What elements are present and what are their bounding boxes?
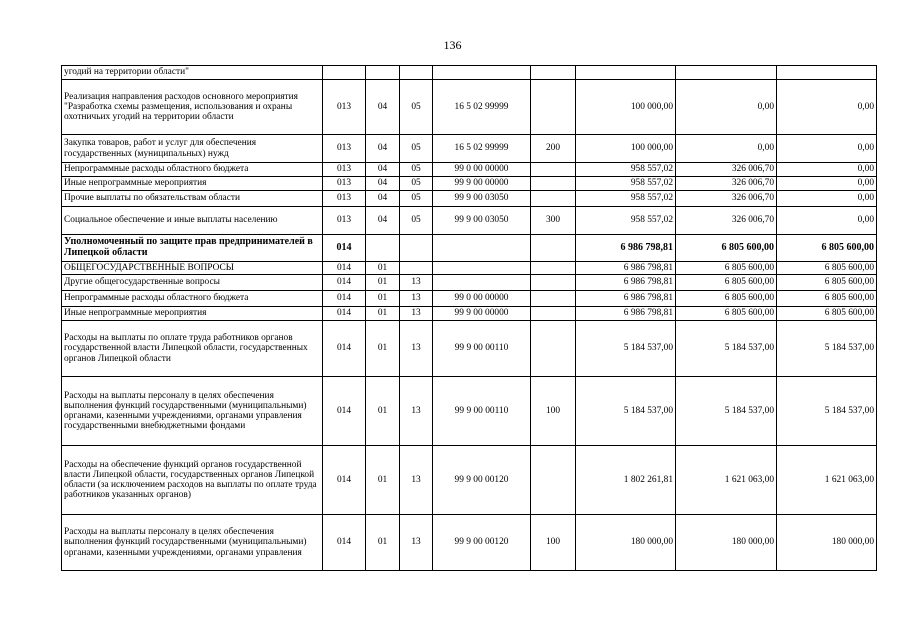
cell-sum-year-2: 5 184 537,00 (676, 377, 777, 446)
page-number: 136 (443, 38, 462, 52)
table-row (62, 446, 877, 515)
cell-target-article: 99 9 00 00000 (433, 177, 531, 191)
cell-sum-year-2: 326 006,70 (676, 163, 777, 177)
cell-target-article: 99 9 00 00120 (433, 446, 531, 515)
cell-expense-type (531, 446, 576, 515)
cell-sum-year-3: 5 184 537,00 (777, 377, 877, 446)
cell-name: Непрограммные расходы областного бюджета (62, 163, 323, 177)
cell-section: 04 (366, 163, 400, 177)
cell-expense-type (531, 321, 576, 377)
cell-sum-year-1: 6 986 798,81 (576, 275, 676, 291)
cell-sum-year-3: 0,00 (777, 80, 877, 135)
cell-sum-year-3: 6 805 600,00 (777, 291, 877, 307)
cell-target-article: 99 9 00 03050 (433, 191, 531, 207)
cell-name: Расходы на выплаты по оплате труда работников органов государственной власти Липецкой области, государственных органов Липецкой области (62, 321, 323, 377)
cell-grbs: 014 (323, 275, 366, 291)
cell-name: Расходы на выплаты персоналу в целях обеспечения выполнения функций государственными (муниципальными) органами, казенными учреждениями, органами управления (62, 515, 323, 571)
table-row (62, 177, 877, 191)
cell-sum-year-3: 5 184 537,00 (777, 321, 877, 377)
cell-section: 01 (366, 307, 400, 321)
cell-sum-year-2 (676, 66, 777, 80)
cell-grbs: 014 (323, 321, 366, 377)
cell-sum-year-2: 6 805 600,00 (676, 307, 777, 321)
cell-name: Социальное обеспечение и иные выплаты населению (62, 207, 323, 235)
cell-grbs: 014 (323, 291, 366, 307)
cell-expense-type (531, 163, 576, 177)
cell-sum-year-1: 6 986 798,81 (576, 235, 676, 262)
cell-name: ОБЩЕГОСУДАРСТВЕННЫЕ ВОПРОСЫ (62, 262, 323, 275)
cell-expense-type (531, 66, 576, 80)
cell-target-article (433, 275, 531, 291)
cell-sum-year-2: 326 006,70 (676, 191, 777, 207)
cell-section (366, 235, 400, 262)
table-row (62, 262, 877, 275)
cell-expense-type: 200 (531, 135, 576, 163)
cell-section: 04 (366, 135, 400, 163)
cell-section: 04 (366, 191, 400, 207)
cell-subsection: 13 (400, 515, 433, 571)
cell-subsection: 05 (400, 207, 433, 235)
cell-sum-year-1: 100 000,00 (576, 80, 676, 135)
cell-grbs: 013 (323, 207, 366, 235)
budget-table (61, 65, 877, 571)
cell-grbs: 013 (323, 177, 366, 191)
cell-grbs: 014 (323, 515, 366, 571)
cell-grbs: 014 (323, 446, 366, 515)
cell-name: угодий на территории области" (62, 66, 323, 80)
cell-sum-year-1: 6 986 798,81 (576, 307, 676, 321)
cell-subsection: 13 (400, 275, 433, 291)
table-row (62, 321, 877, 377)
cell-target-article (433, 235, 531, 262)
cell-subsection: 05 (400, 80, 433, 135)
cell-sum-year-1: 6 986 798,81 (576, 262, 676, 275)
cell-target-article: 99 9 00 00120 (433, 515, 531, 571)
cell-sum-year-3: 6 805 600,00 (777, 275, 877, 291)
cell-sum-year-1: 958 557,02 (576, 177, 676, 191)
table-row (62, 163, 877, 177)
table-row (62, 207, 877, 235)
cell-sum-year-2: 326 006,70 (676, 207, 777, 235)
table-row (62, 307, 877, 321)
table-row (62, 80, 877, 135)
cell-expense-type (531, 275, 576, 291)
cell-sum-year-3: 0,00 (777, 135, 877, 163)
cell-grbs: 013 (323, 80, 366, 135)
cell-subsection: 13 (400, 446, 433, 515)
cell-subsection: 05 (400, 163, 433, 177)
cell-section: 04 (366, 80, 400, 135)
cell-grbs: 014 (323, 377, 366, 446)
cell-sum-year-3: 6 805 600,00 (777, 262, 877, 275)
cell-sum-year-2: 0,00 (676, 80, 777, 135)
cell-target-article: 99 0 00 00000 (433, 163, 531, 177)
cell-sum-year-1: 180 000,00 (576, 515, 676, 571)
cell-name: Расходы на обеспечение функций органов государственной власти Липецкой области, государственных органов Липецкой области (за исключением расходов на выплаты по оплате труда работников указанных органов) (62, 446, 323, 515)
cell-sum-year-3: 0,00 (777, 191, 877, 207)
cell-name: Уполномоченный по защите прав предпринимателей в Липецкой области (62, 235, 323, 262)
cell-section (366, 66, 400, 80)
cell-sum-year-3: 0,00 (777, 163, 877, 177)
cell-sum-year-3: 6 805 600,00 (777, 235, 877, 262)
cell-subsection: 05 (400, 177, 433, 191)
cell-grbs: 013 (323, 163, 366, 177)
cell-section: 04 (366, 207, 400, 235)
cell-sum-year-2: 0,00 (676, 135, 777, 163)
cell-name: Прочие выплаты по обязательствам области (62, 191, 323, 207)
cell-sum-year-2: 6 805 600,00 (676, 291, 777, 307)
cell-name: Расходы на выплаты персоналу в целях обеспечения выполнения функций государственными (муниципальными) органами, казенными учреждениями, органами управления государственными внебюджетными фондами (62, 377, 323, 446)
cell-sum-year-1: 6 986 798,81 (576, 291, 676, 307)
cell-grbs (323, 66, 366, 80)
cell-subsection: 05 (400, 135, 433, 163)
cell-sum-year-3: 0,00 (777, 177, 877, 191)
cell-expense-type (531, 177, 576, 191)
cell-sum-year-1: 958 557,02 (576, 163, 676, 177)
cell-section: 01 (366, 262, 400, 275)
cell-name: Закупка товаров, работ и услуг для обеспечения государственных (муниципальных) нужд (62, 135, 323, 163)
cell-sum-year-3: 0,00 (777, 207, 877, 235)
cell-sum-year-2: 6 805 600,00 (676, 275, 777, 291)
cell-sum-year-1 (576, 66, 676, 80)
cell-grbs: 013 (323, 191, 366, 207)
cell-expense-type: 100 (531, 377, 576, 446)
cell-sum-year-1: 5 184 537,00 (576, 321, 676, 377)
cell-subsection (400, 235, 433, 262)
cell-sum-year-3: 1 621 063,00 (777, 446, 877, 515)
cell-section: 01 (366, 291, 400, 307)
cell-expense-type (531, 80, 576, 135)
cell-sum-year-3 (777, 66, 877, 80)
cell-sum-year-1: 5 184 537,00 (576, 377, 676, 446)
cell-subsection: 13 (400, 321, 433, 377)
cell-expense-type (531, 291, 576, 307)
table-row (62, 275, 877, 291)
cell-target-article (433, 262, 531, 275)
cell-name: Иные непрограммные мероприятия (62, 307, 323, 321)
cell-sum-year-1: 958 557,02 (576, 207, 676, 235)
cell-target-article: 99 9 00 00110 (433, 377, 531, 446)
cell-target-article: 16 5 02 99999 (433, 80, 531, 135)
cell-expense-type: 300 (531, 207, 576, 235)
cell-grbs: 014 (323, 235, 366, 262)
cell-name: Непрограммные расходы областного бюджета (62, 291, 323, 307)
cell-sum-year-3: 180 000,00 (777, 515, 877, 571)
cell-section: 04 (366, 177, 400, 191)
cell-expense-type (531, 235, 576, 262)
cell-grbs: 014 (323, 307, 366, 321)
table-row (62, 66, 877, 80)
cell-subsection (400, 66, 433, 80)
table-row (62, 515, 877, 571)
cell-section: 01 (366, 321, 400, 377)
cell-sum-year-2: 6 805 600,00 (676, 235, 777, 262)
cell-sum-year-1: 958 557,02 (576, 191, 676, 207)
cell-target-article: 99 9 00 00000 (433, 307, 531, 321)
cell-target-article (433, 66, 531, 80)
cell-expense-type (531, 307, 576, 321)
cell-sum-year-2: 5 184 537,00 (676, 321, 777, 377)
cell-name: Реализация направления расходов основного мероприятия "Разработка схемы размещения, использования и охраны охотничьих угодий на территории области (62, 80, 323, 135)
cell-name: Другие общегосударственные вопросы (62, 275, 323, 291)
cell-sum-year-1: 100 000,00 (576, 135, 676, 163)
cell-target-article: 16 5 02 99999 (433, 135, 531, 163)
cell-subsection: 13 (400, 307, 433, 321)
cell-subsection (400, 262, 433, 275)
table-row (62, 377, 877, 446)
cell-target-article: 99 9 00 03050 (433, 207, 531, 235)
cell-sum-year-2: 1 621 063,00 (676, 446, 777, 515)
cell-name: Иные непрограммные мероприятия (62, 177, 323, 191)
cell-expense-type: 100 (531, 515, 576, 571)
cell-expense-type (531, 191, 576, 207)
cell-section: 01 (366, 377, 400, 446)
cell-expense-type (531, 262, 576, 275)
table-body (62, 66, 877, 571)
table-row (62, 291, 877, 307)
cell-subsection: 13 (400, 291, 433, 307)
cell-section: 01 (366, 515, 400, 571)
cell-target-article: 99 9 00 00110 (433, 321, 531, 377)
cell-sum-year-2: 326 006,70 (676, 177, 777, 191)
cell-section: 01 (366, 275, 400, 291)
cell-sum-year-2: 180 000,00 (676, 515, 777, 571)
table-row (62, 235, 877, 262)
table-row (62, 191, 877, 207)
cell-section: 01 (366, 446, 400, 515)
cell-grbs: 014 (323, 262, 366, 275)
cell-sum-year-1: 1 802 261,81 (576, 446, 676, 515)
table-row (62, 135, 877, 163)
cell-grbs: 013 (323, 135, 366, 163)
cell-target-article: 99 0 00 00000 (433, 291, 531, 307)
cell-subsection: 05 (400, 191, 433, 207)
cell-sum-year-2: 6 805 600,00 (676, 262, 777, 275)
cell-subsection: 13 (400, 377, 433, 446)
cell-sum-year-3: 6 805 600,00 (777, 307, 877, 321)
